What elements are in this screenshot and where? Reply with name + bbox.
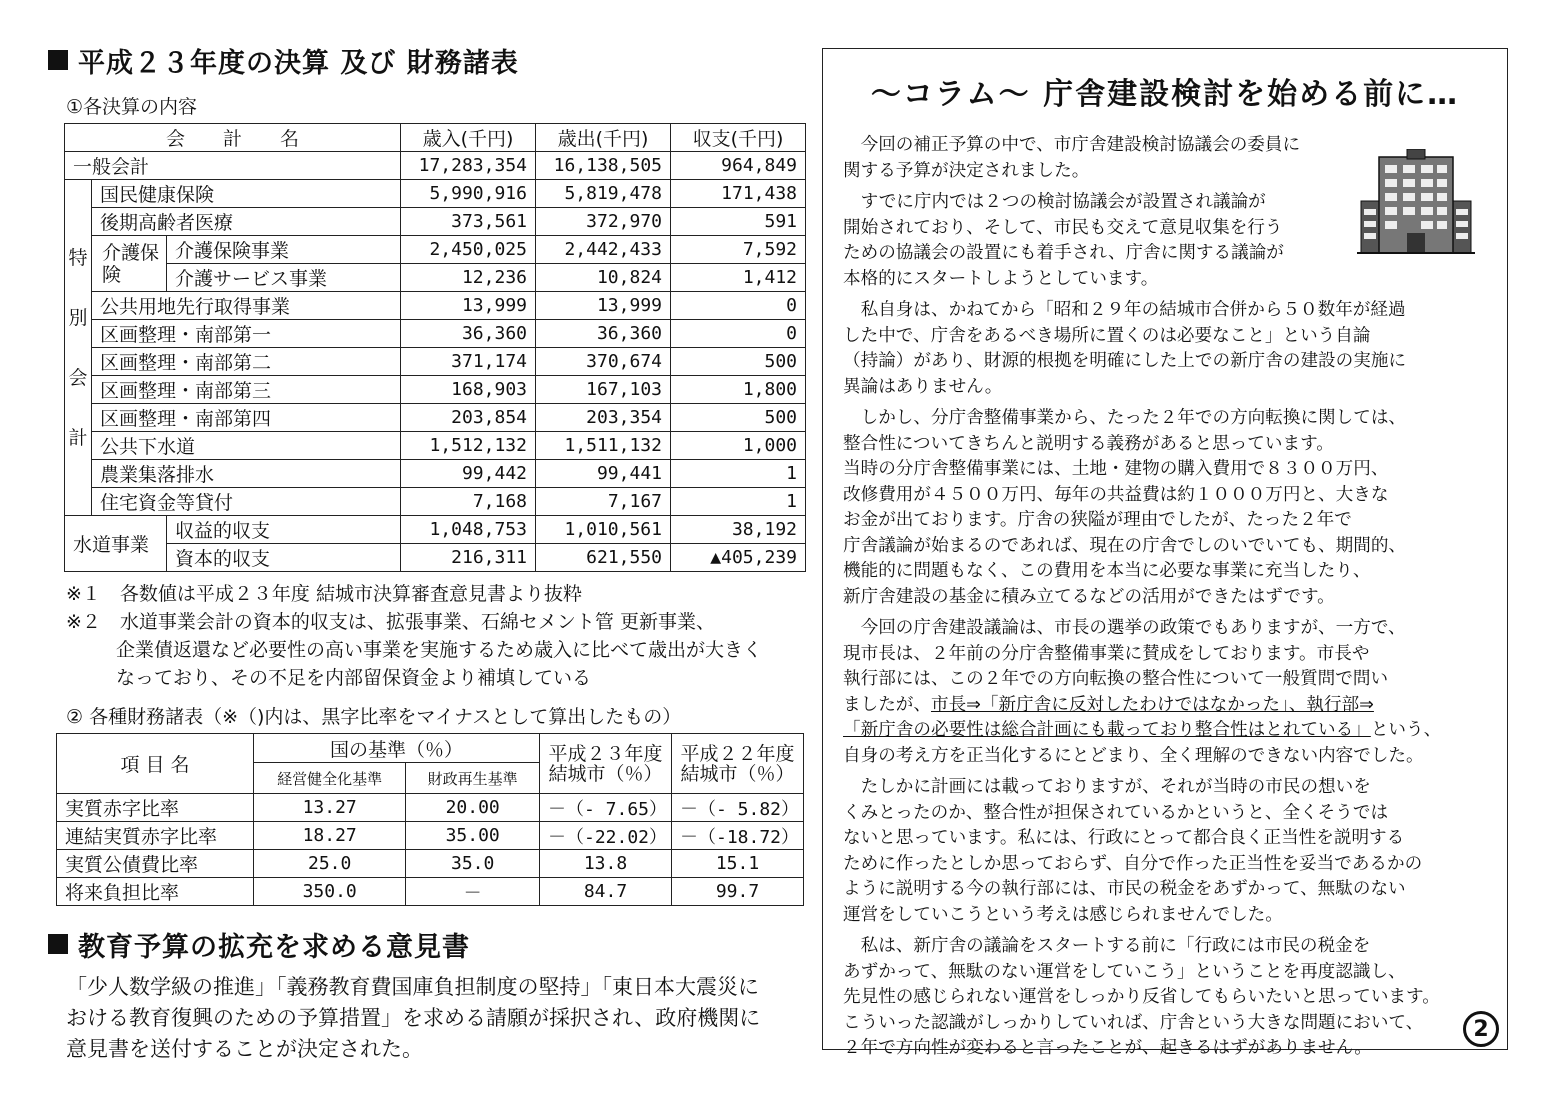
name-cell: 実質赤字比率: [57, 794, 254, 822]
standard-keiei-cell: 25.0: [254, 850, 406, 878]
balance-cell: 1: [671, 488, 806, 516]
revenue-cell: 168,903: [401, 376, 536, 404]
expense-cell: 372,970: [536, 208, 671, 236]
text-line: 当時の分庁舎整備事業には、土地・建物の購入費用で８３００万円、: [843, 459, 1389, 479]
note-line: 企業債返還など必要性の高い事業を実施するため歳入に比べて歳出が大きく: [116, 639, 763, 661]
expense-cell: 1,010,561: [536, 516, 671, 544]
balance-cell: 171,438: [671, 180, 806, 208]
text-line: おける教育復興のための予算措置」を求める請願が採択され、政府機関に: [66, 1006, 761, 1030]
note-line: なっており、その不足を内部留保資金より補填している: [116, 667, 592, 689]
header-national: 国の基準（％）: [254, 734, 540, 763]
settlement-table: [64, 123, 806, 572]
table-row: [65, 516, 806, 544]
text-line: あずかって、無駄のない運営をしていこう」ということを再度認識し、: [843, 961, 1406, 982]
balance-cell: 0: [671, 320, 806, 348]
text-line: ために作ったとしか思っておらず、自分で作った正当性を妥当であるかの: [843, 853, 1423, 874]
balance-cell: 38,192: [671, 516, 806, 544]
revenue-cell: 36,360: [401, 320, 536, 348]
underlined-quote: 市長⇒「新庁舎に反対したわけではなかった」、執行部⇒: [930, 694, 1374, 715]
revenue-cell: 17,283,354: [401, 152, 536, 180]
expense-cell: 99,441: [536, 460, 671, 488]
account-name: 区画整理・南部第二: [92, 348, 401, 376]
text-line: 関する予算が決定されました。: [843, 160, 1090, 181]
account-name: 公共下水道: [92, 432, 401, 460]
standard-zaisei-cell: －: [406, 878, 540, 906]
account-name: 国民健康保険: [92, 180, 401, 208]
column-body: [843, 133, 1503, 1068]
table-row: [65, 208, 806, 236]
account-name: 農業集落排水: [92, 460, 401, 488]
text-line: お金が出ております。庁舎の狭隘が理由でしたが、たった２年で: [843, 510, 1352, 530]
expense-cell: 1,511,132: [536, 432, 671, 460]
text-line: した中で、庁舎をあるべき場所に置くのは必要なこと」という自論: [843, 325, 1371, 346]
expense-cell: 2,442,433: [536, 236, 671, 264]
opinion-text: [66, 972, 808, 1065]
standard-keiei-cell: 350.0: [254, 878, 406, 906]
text-line: 本格的にスタートしようとしています。: [843, 268, 1159, 289]
water-label: 水道事業: [65, 516, 167, 572]
financial-indicators-table: [56, 733, 804, 906]
balance-cell: 7,592: [671, 236, 806, 264]
account-name: 区画整理・南部第一: [92, 320, 401, 348]
note-line: ※２ 水道事業会計の資本的収支は、拡張事業、石綿セメント管 更新事業、: [66, 611, 715, 633]
text-line: ましたが、: [843, 694, 931, 715]
standard-keiei-cell: 18.27: [254, 822, 406, 850]
expense-cell: 36,360: [536, 320, 671, 348]
header-h23: 平成２３年度 結城市（％）: [540, 734, 672, 794]
text-line: 意見書を送付することが決定された。: [66, 1037, 423, 1061]
standard-zaisei-cell: 35.0: [406, 850, 540, 878]
column-box: [822, 48, 1508, 1058]
expense-cell: 5,819,478: [536, 180, 671, 208]
account-name: 介護サービス事業: [167, 264, 401, 292]
revenue-cell: 99,442: [401, 460, 536, 488]
revenue-cell: 203,854: [401, 404, 536, 432]
table-row: [57, 878, 804, 906]
text-line: 自身の考え方を正当化するにとどまり、全く理解のできない内容でした。: [843, 745, 1424, 766]
standard-keiei-cell: 13.27: [254, 794, 406, 822]
text-line: ないと思っています。私には、行政にとって都合良く正当性を説明する: [843, 828, 1405, 848]
label-char: 計: [68, 426, 88, 449]
balance-cell: 1,412: [671, 264, 806, 292]
revenue-cell: 1,512,132: [401, 432, 536, 460]
section-title: 教育予算の拡充を求める意見書: [78, 931, 470, 963]
table-row: [65, 376, 806, 404]
table-row: [65, 264, 806, 292]
revenue-cell: 7,168: [401, 488, 536, 516]
balance-cell: 964,849: [671, 152, 806, 180]
column-paragraph: [843, 616, 1503, 769]
column-paragraph: [843, 133, 1348, 184]
table1-caption: ①各決算の内容: [66, 96, 198, 118]
table-row: [65, 460, 806, 488]
table1-notes: [66, 580, 808, 692]
value-h23-cell: －（-22.02）: [540, 822, 672, 850]
revenue-cell: 371,174: [401, 348, 536, 376]
label-char: 会: [68, 366, 88, 389]
table-row: [57, 794, 804, 822]
header-keiei: 経営健全化基準: [254, 763, 406, 794]
balance-cell: 500: [671, 404, 806, 432]
table-header-row: [65, 124, 806, 152]
text-line: 改修費用が４５００万円、毎年の共益費は約１０００万円と、大きな: [843, 484, 1389, 505]
header-zaisei: 財政再生基準: [406, 763, 540, 794]
underlined-quote: 「新庁舎の必要性は総合計画にも載っており整合性はとれている」: [843, 720, 1371, 740]
table-row: [65, 292, 806, 320]
kaigo-label: 介護保険: [92, 236, 167, 292]
balance-cell: 1,800: [671, 376, 806, 404]
column-paragraph: [843, 406, 1503, 610]
value-h22-cell: 99.7: [672, 878, 804, 906]
balance-cell: 500: [671, 348, 806, 376]
text-line: 今回の補正予算の中で、市庁舎建設検討協議会の委員に: [843, 135, 1301, 155]
section-heading: [48, 40, 808, 80]
text-line: こういった認識がしっかりしていれば、庁舎という大きな問題において、: [843, 1012, 1424, 1033]
text-line: 運営をしていこうという考えは感じられませんでした。: [843, 904, 1283, 925]
table-row: [65, 404, 806, 432]
text-line: 機能的に問題もなく、この費用を本当に必要な事業に充当したり、: [843, 561, 1371, 581]
column-paragraph: [843, 934, 1503, 1062]
text-line: 「少人数学級の推進」「義務教育費国庫負担制度の堅持」「東日本大震災に: [66, 975, 759, 999]
revenue-cell: 216,311: [401, 544, 536, 572]
value-h22-cell: －（-18.72）: [672, 822, 804, 850]
value-h22-cell: －（- 5.82）: [672, 794, 804, 822]
account-name: 資本的収支: [167, 544, 401, 572]
expense-cell: 203,354: [536, 404, 671, 432]
page-number: 2: [1463, 1011, 1499, 1047]
text-line: すでに庁内では２つの検討協議会が設置され議論が: [843, 192, 1266, 212]
balance-cell: ▲405,239: [671, 544, 806, 572]
revenue-cell: 12,236: [401, 264, 536, 292]
text-line: 整合性についてきちんと説明する義務があると思っています。: [843, 433, 1334, 454]
revenue-cell: 2,450,025: [401, 236, 536, 264]
header-h22: 平成２２年度 結城市（％）: [672, 734, 804, 794]
header-item: 項 目 名: [57, 734, 254, 794]
account-name: 一般会計: [65, 152, 401, 180]
text-line: 私自身は、かねてから「昭和２９年の結城市合併から５０数年が経過: [843, 300, 1406, 320]
table-row: [65, 180, 806, 208]
note-line: ※１ 各数値は平成２３年度 結城市決算審査意見書より抜粋: [66, 583, 582, 605]
account-name: 区画整理・南部第三: [92, 376, 401, 404]
table-row: [65, 488, 806, 516]
column-paragraph: [843, 190, 1348, 292]
account-name: 住宅資金等貸付: [92, 488, 401, 516]
account-name: 収益的収支: [167, 516, 401, 544]
text-line: という、: [1370, 720, 1442, 740]
text-line: 新庁舎建設の基金に積み立てるなどの活用ができたはずです。: [843, 586, 1335, 607]
standard-zaisei-cell: 35.00: [406, 822, 540, 850]
balance-cell: 591: [671, 208, 806, 236]
name-cell: 連結実質赤字比率: [57, 822, 254, 850]
table-row: [65, 152, 806, 180]
name-cell: 実質公債費比率: [57, 850, 254, 878]
text-line: 開始されており、そして、市民も交えて意見収集を行う: [843, 217, 1283, 238]
value-h22-cell: 15.1: [672, 850, 804, 878]
label-char: 特: [68, 246, 88, 269]
text-line: 現市長は、２年前の分庁舎整備事業に賛成をしております。市長や: [843, 643, 1370, 664]
text-line: 私は、新庁舎の議論をスタートする前に「行政には市民の税金を: [843, 936, 1371, 956]
expense-cell: 10,824: [536, 264, 671, 292]
header-cell: 歳出(千円): [536, 124, 671, 152]
column-paragraph: [843, 298, 1503, 400]
value-h23-cell: 13.8: [540, 850, 672, 878]
balance-cell: 0: [671, 292, 806, 320]
text-line: しかし、分庁舎整備事業から、たった２年での方向転換に関しては、: [843, 408, 1407, 428]
expense-cell: 621,550: [536, 544, 671, 572]
label-char: 別: [68, 306, 88, 329]
standard-zaisei-cell: 20.00: [406, 794, 540, 822]
text-line: たしかに計画には載っておりますが、それが当時の市民の想いを: [843, 777, 1371, 797]
balance-cell: 1,000: [671, 432, 806, 460]
special-account-label: [65, 180, 92, 516]
table-row: [57, 822, 804, 850]
section-title: 平成２３年度の決算 及び 財務諸表: [78, 47, 519, 79]
table2-caption: ② 各種財務諸表（※（)内は、黒字比率をマイナスとして算出したもの）: [66, 706, 682, 728]
header-cell: 会 計 名: [65, 124, 401, 152]
section-heading: [48, 924, 808, 964]
value-h23-cell: －（- 7.65）: [540, 794, 672, 822]
expense-cell: 7,167: [536, 488, 671, 516]
text-line: 異論はありません。: [843, 376, 1003, 397]
header-cell: 歳入(千円): [401, 124, 536, 152]
square-bullet-icon: [48, 50, 68, 70]
account-name: 区画整理・南部第四: [92, 404, 401, 432]
name-cell: 将来負担比率: [57, 878, 254, 906]
table-row: [65, 348, 806, 376]
table-row: [65, 432, 806, 460]
column-title: 〜コラム〜 庁舎建設検討を始める前に…: [870, 77, 1460, 112]
value-h23-cell: 84.7: [540, 878, 672, 906]
text-line: 今回の庁舎建設議論は、市長の選挙の政策でもありますが、一方で、: [843, 618, 1406, 638]
expense-cell: 16,138,505: [536, 152, 671, 180]
revenue-cell: 5,990,916: [401, 180, 536, 208]
expense-cell: 370,674: [536, 348, 671, 376]
revenue-cell: 373,561: [401, 208, 536, 236]
balance-cell: 1: [671, 460, 806, 488]
text-line: ための協議会の設置にも着手され、庁舎に関する議論が: [843, 243, 1284, 263]
text-line: くみとったのか、整合性が担保されているかというと、全くそうでは: [843, 802, 1389, 823]
header-cell: 収支(千円): [671, 124, 806, 152]
text-line: 執行部には、この２年での方向転換の整合性について一般質問で問い: [843, 669, 1389, 689]
account-name: 公共用地先行取得事業: [92, 292, 401, 320]
account-name: 後期高齢者医療: [92, 208, 401, 236]
table-row: [65, 320, 806, 348]
table-row: [57, 850, 804, 878]
column-paragraph: [843, 775, 1503, 928]
text-line: 庁舎議論が始まるのであれば、現在の庁舎でしのいでいても、期間的、: [843, 535, 1407, 556]
revenue-cell: 13,999: [401, 292, 536, 320]
left-column: [48, 40, 808, 1065]
table-row: [65, 236, 806, 264]
text-line: 先見性の感じられない運営をしっかり反省してもらいたいと思っています。: [843, 987, 1440, 1007]
square-bullet-icon: [48, 934, 68, 954]
table-row: [65, 544, 806, 572]
text-line: ２年で方向性が変わると言ったことが、起きるはずがありません。: [843, 1038, 1372, 1058]
text-line: （持論）があり、財源的根拠を明確にした上での新庁舎の建設の実施に: [843, 351, 1407, 371]
expense-cell: 167,103: [536, 376, 671, 404]
expense-cell: 13,999: [536, 292, 671, 320]
account-name: 介護保険事業: [167, 236, 401, 264]
revenue-cell: 1,048,753: [401, 516, 536, 544]
text-line: ように説明する今の執行部には、市民の税金をあずかって、無駄のない: [843, 879, 1406, 899]
